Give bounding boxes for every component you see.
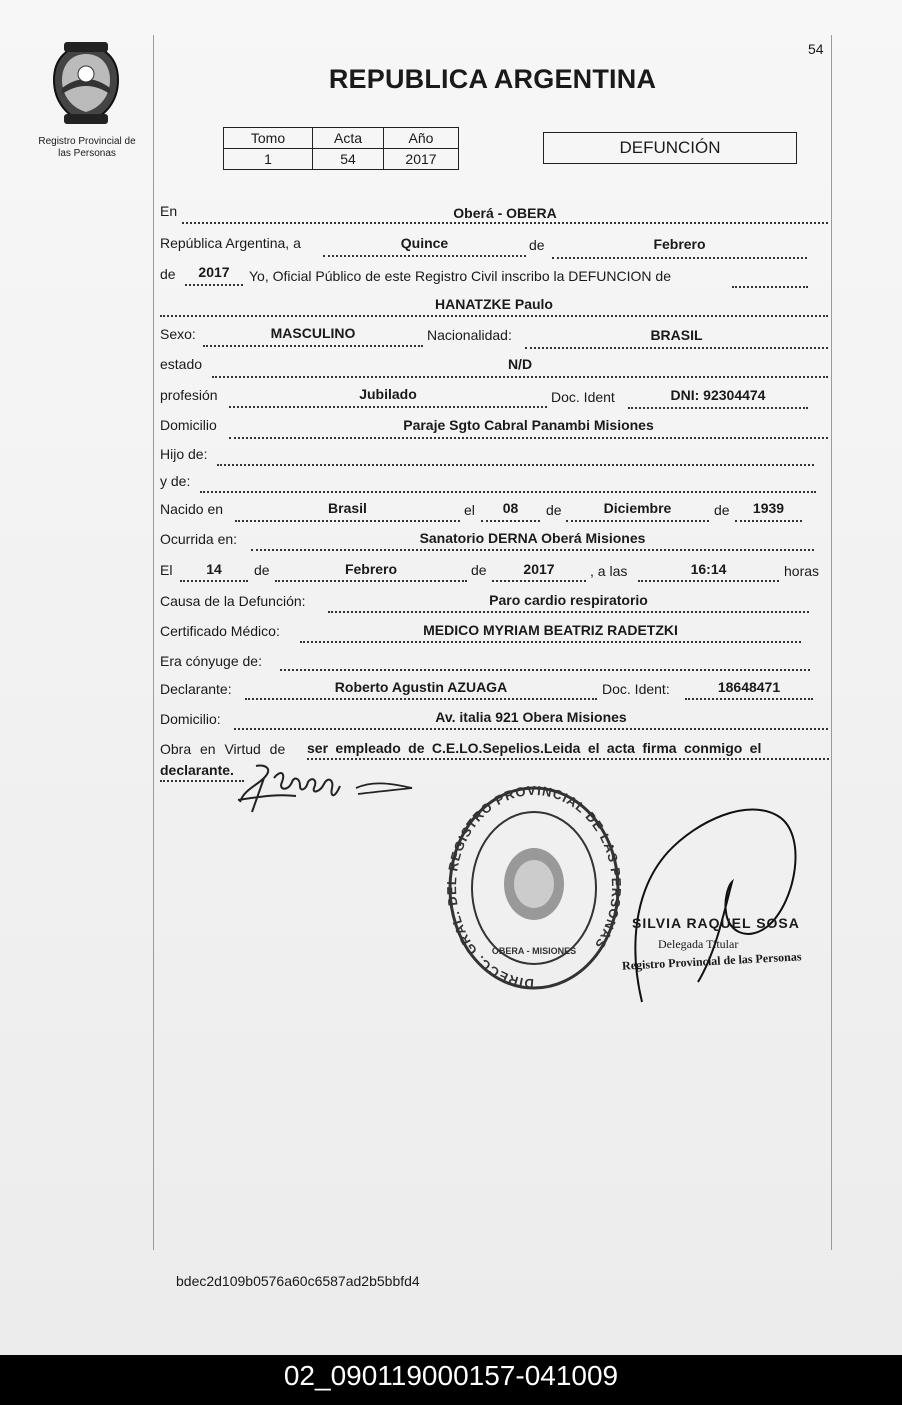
birthplace-value: Brasil [328,500,367,516]
page-number: 54 [808,41,824,57]
birth-day-value: 08 [502,500,519,516]
page-title: REPUBLICA ARGENTINA [328,64,657,94]
dotted-line [182,222,828,224]
certificado-label: Certificado Médico: [160,623,280,639]
tomo-header: Tomo [224,128,313,149]
nacido-en-label: Nacido en [160,501,224,517]
dotted-line [245,698,597,700]
birth-year-value: 1939 [752,500,785,516]
dotted-line [300,641,801,643]
doc-ident-label: Doc. Ident: [602,681,670,697]
tomo-value: 1 [224,149,313,170]
dotted-line [280,669,810,671]
acta-header: Acta [313,128,384,149]
provincial-seal-icon [46,40,126,128]
ocurrida-label: Ocurrida en: [160,531,238,547]
sexo-label: Sexo: [160,326,196,342]
dni-value: DNI: 92304474 [670,387,766,403]
y-de-label: y de: [160,473,191,489]
svg-text:DIRECC. GRAL. DEL REGISTRO PRO: DIRECC. GRAL. DEL REGISTRO PROVINCIAL DE LAS PERSONAS [444,784,624,992]
dotted-line [160,315,828,317]
registry-label: Registro Provincial de las Personas [38,136,136,159]
death-time-value: 16:14 [690,561,727,577]
dotted-line [229,406,547,408]
el-label: El [160,562,173,578]
dotted-line [185,284,243,286]
official-round-stamp [444,784,624,999]
svg-text:OBERA - MISIONES: OBERA - MISIONES [491,946,577,956]
nationality-value: BRASIL [650,327,703,343]
right-margin-line [831,35,832,1250]
dotted-line [200,491,816,493]
dotted-line [525,347,828,349]
domicilio-label: Domicilio: [160,711,221,727]
death-month-value: Febrero [344,561,398,577]
official-name: SILVIA RAQUEL SOSA [632,915,800,931]
dotted-line [481,520,540,522]
official-office: Registro Provincial de las Personas [621,949,802,973]
dotted-line [552,257,807,259]
document-hash: bdec2d109b0576a60c6587ad2b5bbfd4 [176,1273,420,1289]
dotted-line [628,407,808,409]
dotted-line [229,437,828,439]
declarant-signature [234,756,419,818]
dotted-line [328,611,809,613]
nacionalidad-label: Nacionalidad: [427,327,512,343]
doc-ident-label: Doc. Ident [551,389,615,405]
civil-status-value: N/D [507,356,533,372]
sex-value: MASCULINO [270,325,356,341]
profesion-label: profesión [160,387,218,403]
file-id-bar [0,1355,902,1405]
estado-label: estado [160,356,203,372]
dotted-line [638,580,779,582]
official-signature [628,802,808,1012]
dotted-line [685,698,813,700]
de-label: de [160,266,176,282]
declarante-label: Declarante: [160,681,232,697]
el-label: el [464,502,475,518]
domicilio-label: Domicilio [160,417,217,433]
de-label: de [546,502,562,518]
de-label: de [529,237,545,253]
anio-value: 2017 [384,149,459,170]
dotted-line [275,580,467,582]
address-value: Paraje Sgto Cabral Panambi Misiones [403,417,654,433]
hijo-de-label: Hijo de: [160,446,208,462]
place-value: Oberá - OBERA [453,205,557,221]
obra-label: Obra en Virtud de [160,741,286,757]
file-id: 02_090119000157-041009 [283,1360,619,1391]
reason-value-line1: ser empleado de C.E.LO.Sepelios.Leida el acta firma conmigo el [307,740,762,756]
en-label: En [160,203,178,219]
a-las-label: , a las [590,563,628,579]
horas-label: horas [784,563,820,579]
dotted-line [212,376,828,378]
dotted-line [323,255,526,257]
dotted-line [492,580,586,582]
de-label: de [254,562,270,578]
death-year-value: 2017 [523,561,555,577]
birth-month-value: Diciembre [603,500,672,516]
acta-value: 54 [313,149,384,170]
dotted-line [735,520,802,522]
de-label: de [471,562,487,578]
dotted-line [235,520,460,522]
republica-label: República Argentina, a [160,235,301,251]
year-value: 2017 [198,264,230,280]
day-value: Quince [400,235,449,251]
declarant-doc-value: 18648471 [717,679,781,695]
declarant-address-value: Av. italia 921 Obera Misiones [435,709,627,725]
reason-value-line2: declarante. [160,762,234,778]
dotted-line [217,464,814,466]
dotted-line [203,345,423,347]
dotted-line [251,549,814,551]
dotted-line [566,520,709,522]
dotted-line [732,286,808,288]
official-role: Delegada Titular [658,937,739,951]
dotted-line [234,728,828,730]
causa-label: Causa de la Defunción: [160,593,306,609]
conyuge-label: Era cónyuge de: [160,653,262,669]
dotted-line [180,580,248,582]
month-value: Febrero [653,236,706,252]
left-margin-line [153,35,154,1250]
record-table [223,127,459,170]
anio-header: Año [384,128,459,149]
declarant-value: Roberto Agustin AZUAGA [334,679,508,695]
death-place-value: Sanatorio DERNA Oberá Misiones [419,530,646,546]
yo-label: Yo, Oficial Público de este Registro Civil inscribo la DEFUNCION de [249,268,671,284]
profession-value: Jubilado [359,386,417,402]
doctor-value: MEDICO MYRIAM BEATRIZ RADETZKI [423,622,678,638]
dotted-line [160,780,244,782]
record-type-box: DEFUNCIÓN [543,132,797,164]
deceased-name: HANATZKE Paulo [435,296,553,312]
cause-value: Paro cardio respiratorio [489,592,648,608]
death-day-value: 14 [206,561,222,577]
de-label: de [714,502,730,518]
